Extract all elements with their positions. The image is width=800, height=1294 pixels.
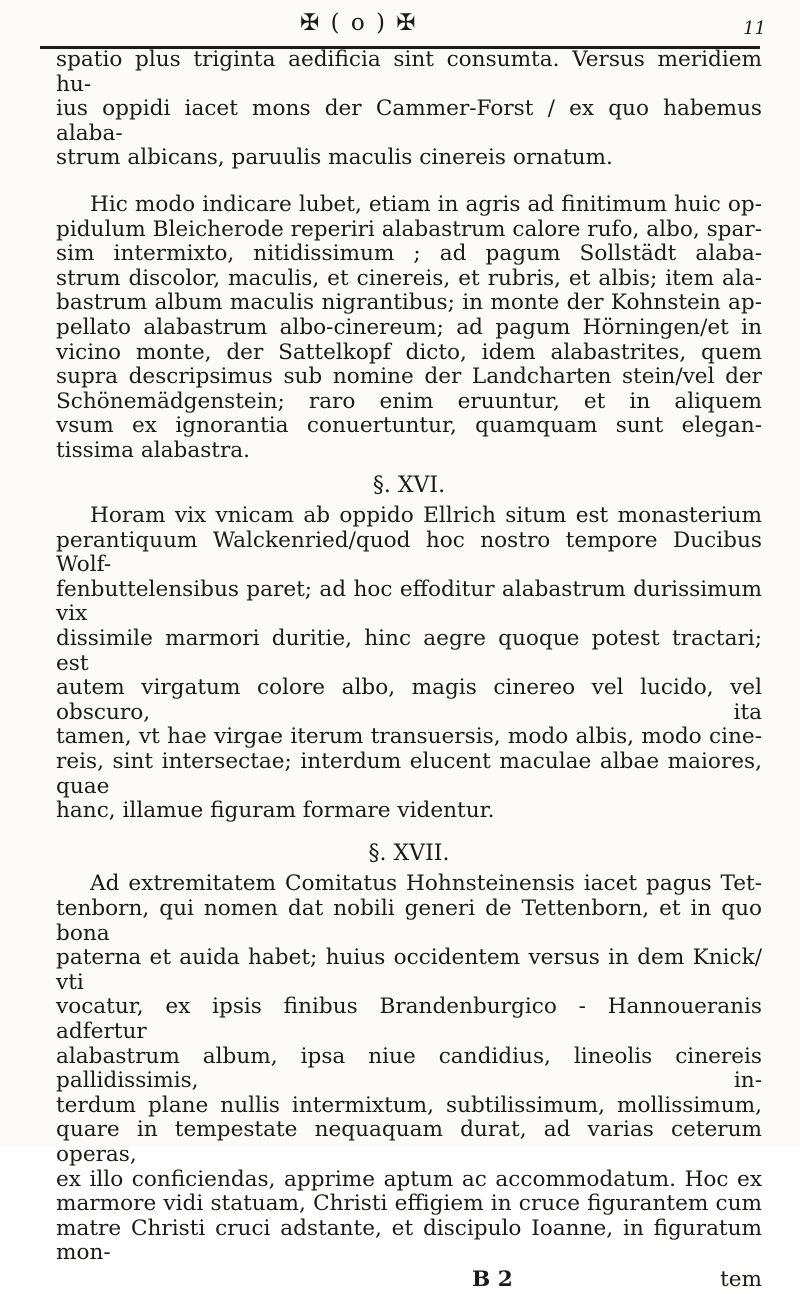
text-line: Schönemädgenstein; raro enim eruuntur, et in aliquem: [56, 388, 762, 414]
catchword: tem: [720, 1266, 762, 1292]
page-footer: [56, 1268, 762, 1294]
text-line: Hic modo indicare lubet, etiam in agris ad finitimum huic op-: [90, 191, 762, 217]
text-line: ex illo conficiendas, apprime aptum ac accommodatum. Hoc ex: [56, 1166, 762, 1192]
page-number: 11: [743, 18, 766, 39]
text-line: terdum plane nullis intermixtum, subtilissimum, mollissimum,: [56, 1092, 762, 1118]
paragraph-gap: [56, 171, 762, 193]
section-heading-16: §. XVI.: [372, 472, 446, 498]
text-line: alabastrum album, ipsa niue candidius, lineolis cinereis pallidissimis, in-: [56, 1043, 762, 1094]
body-text: [56, 48, 762, 1294]
paragraph-4: [56, 872, 762, 1266]
text-line: hanc, illamue figuram formare videntur.: [56, 798, 495, 824]
paragraph-1: [56, 48, 762, 171]
text-line: vsum ex ignorantia conuertuntur, quamquam sunt elegan-: [56, 413, 762, 439]
text-line: matre Christi cruci adstante, et discipulo Ioanne, in figuratum mon-: [56, 1215, 762, 1266]
text-line: strum discolor, maculis, et cinereis, et rubris, et albis; item ala-: [56, 265, 762, 291]
text-line: vocatur, ex ipsis finibus Brandenburgico - Hannoueranis adfertur: [56, 994, 762, 1044]
text-line: pidulum Bleicherode reperiri alabastrum calore rufo, albo, spar-: [56, 216, 762, 242]
text-line: quare in tempestate nequaquam durat, ad varias ceterum operas,: [56, 1117, 762, 1167]
text-line: reis, sint intersectae; interdum elucent maculae albae maiores, quae: [56, 749, 762, 799]
text-line: paterna et auida habet; huius occidentem versus in dem Knick/ vti: [56, 945, 762, 995]
text-line: strum albicans, paruulis maculis cinereis ornatum.: [56, 145, 613, 171]
text-line: marmore vidi statuam, Christi effigiem in cruce figurantem cum: [56, 1191, 762, 1217]
text-line: fenbuttelensibus paret; ad hoc effoditur alabastrum durissimum vix: [56, 576, 762, 627]
page-header: [40, 6, 766, 46]
text-line: Horam vix vnicam ab oppido Ellrich situm est monasterium: [90, 503, 762, 529]
text-line: dissimile marmori duritie, hinc aegre quoque potest tractari; est: [56, 626, 762, 676]
paragraph-2: [56, 193, 762, 464]
text-line: tenborn, qui nomen dat nobili generi de Tettenborn, et in quo bona: [56, 896, 762, 946]
text-line: pellato alabastrum albo-cinereum; ad pagum Hörningen/et in: [56, 314, 762, 340]
text-line: tamen, vt hae virgae iterum transuersis, modo albis, modo cine-: [56, 724, 762, 750]
header-ornament: ✠ ( o ) ✠: [300, 10, 418, 36]
signature-mark: B 2: [472, 1266, 513, 1292]
text-line: perantiquum Walckenried/quod hoc nostro tempore Ducibus Wolf-: [56, 527, 762, 578]
text-line: spatio plus triginta aedificia sint consumta. Versus meridiem hu-: [56, 47, 762, 97]
text-line: vicino monte, der Sattelkopf dicto, idem alabastrites, quem: [56, 339, 762, 365]
text-line: supra descripsimus sub nomine der Landcharten stein/vel der: [56, 364, 762, 390]
text-line: autem virgatum colore albo, magis cinereo vel lucido, vel obscuro, ita: [56, 675, 762, 725]
text-line: sim intermixto, nitidissimum ; ad pagum Sollstädt alaba-: [56, 241, 762, 267]
section-heading-17: §. XVII.: [368, 840, 450, 866]
text-line: bastrum album maculis nigrantibus; in monte der Kohnstein ap-: [56, 290, 762, 316]
text-line: Ad extremitatem Comitatus Hohnsteinensis iacet pagus Tet-: [90, 871, 762, 897]
paragraph-3: [56, 504, 762, 824]
text-line: tissima alabastra.: [56, 437, 251, 463]
text-line: ius oppidi iacet mons der Cammer-Forst / ex quo habemus alaba-: [56, 96, 762, 146]
